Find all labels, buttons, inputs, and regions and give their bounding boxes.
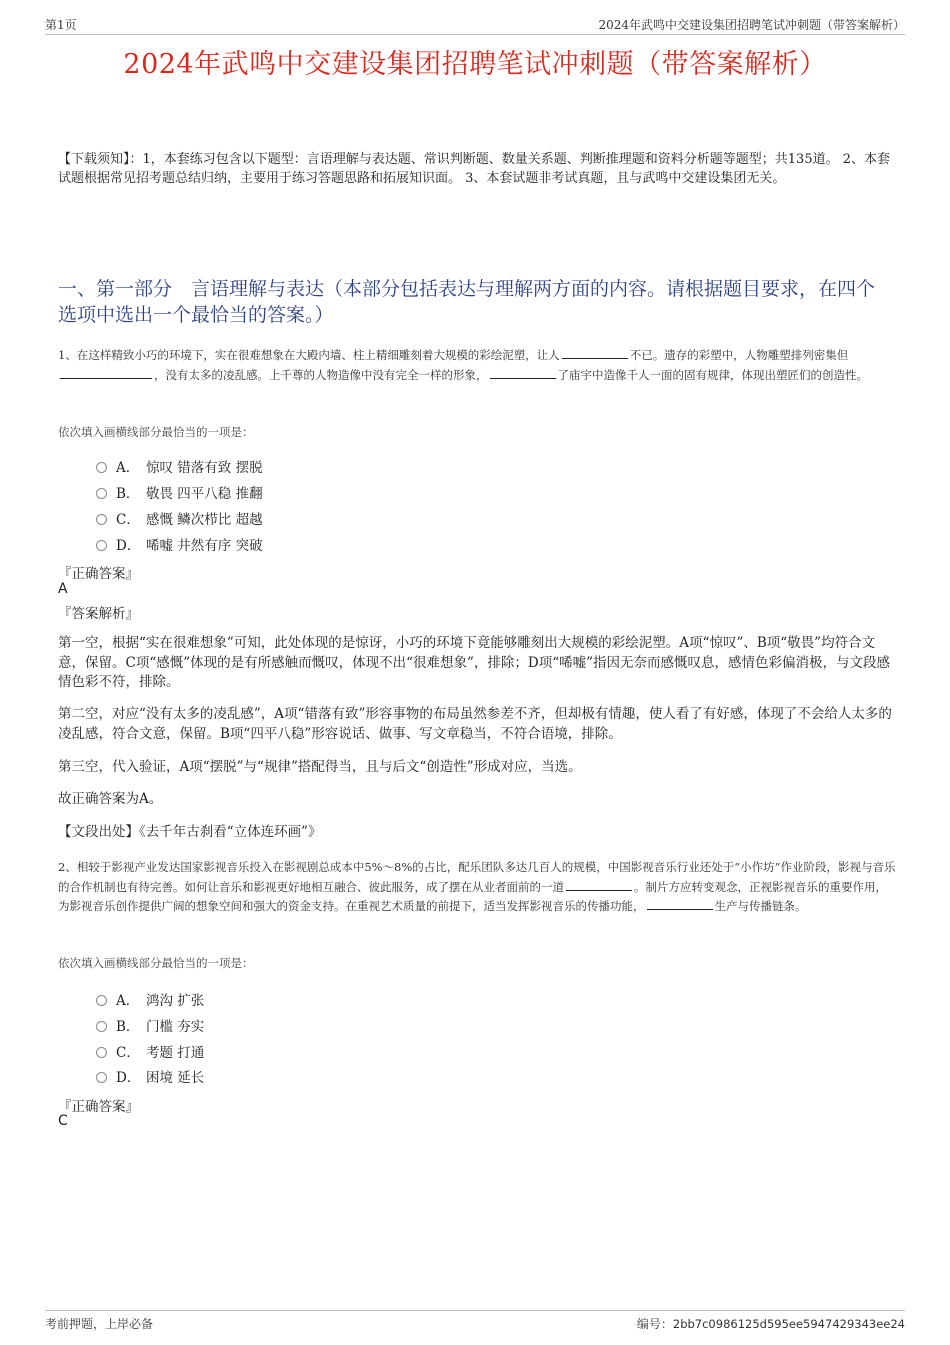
analysis-paragraph: 第三空，代入验证，A项“摆脱”与“规律”搭配得当，且与后文“创造性”形成对应，当选。 <box>58 759 582 775</box>
code-value: 2bb7c0986125d595ee5947429343ee24 <box>672 1317 905 1331</box>
correct-answer-value: C <box>58 1113 68 1129</box>
correct-answer-value: A <box>58 581 68 597</box>
q1-option-b[interactable] <box>96 482 263 502</box>
question-1-text <box>58 346 898 385</box>
fill-blank <box>60 366 152 379</box>
fill-blank <box>566 878 632 891</box>
option-text: 鸿沟 扩张 <box>146 993 205 1009</box>
correct-answer-label: 『正确答案』 <box>58 1099 139 1115</box>
option-letter: B． <box>116 486 140 502</box>
radio-button-icon[interactable] <box>96 995 107 1006</box>
q1-text-part: 了庙宇中造像千人一面的固有规律，体现出塑匠们的创造性。 <box>557 367 868 382</box>
radio-button-icon[interactable] <box>96 540 107 551</box>
option-letter: D． <box>116 1070 141 1086</box>
analysis-label: 『答案解析』 <box>58 606 139 622</box>
q1-option-a[interactable] <box>96 456 263 476</box>
question-2-prompt: 依次填入画横线部分最恰当的一项是： <box>58 956 254 970</box>
option-letter: D． <box>116 538 141 554</box>
code-label: 编号： <box>636 1317 673 1331</box>
option-text: 唏嘘 井然有序 突破 <box>146 538 263 554</box>
fill-blank <box>490 366 556 379</box>
question-2-text <box>58 858 898 917</box>
q1-text-part: ，没有太多的凌乱感。上千尊的人物造像中没有完全一样的形象， <box>154 367 488 382</box>
q1-option-c[interactable] <box>96 508 263 528</box>
radio-button-icon[interactable] <box>96 488 107 499</box>
q1-text-part: 1、在这样精致小巧的环境下，实在很难想象在大殿内墙、柱上精细雕刻着大规模的彩绘泥塑，让人 <box>58 348 560 362</box>
option-text: 考题 打通 <box>146 1045 205 1061</box>
question-1-prompt: 依次填入画横线部分最恰当的一项是： <box>58 425 254 439</box>
q2-text-part: 。制片方应转变观念，正视影视音乐的重要作用，为影视音乐创作提供广阔的想象空间和强大的资金支持。在重视艺术质量的前提下，适当发挥影视音乐的传播功能， <box>58 879 887 913</box>
analysis-paragraph: 第一空，根据“实在很难想象”可知，此处体现的是惊讶，小巧的环境下竟能够雕刻出大规模的彩绘泥塑。A项“惊叹”、B项“敬畏”均符合文意，保留。C项“感慨”体现的是有所感触而慨叹，体现不出“很难想象”，排除；D项“唏嘘”指因无奈而感慨叹息，感情色彩偏消极，与文段感情色彩不符，排除。 <box>58 635 891 690</box>
option-letter: A． <box>116 993 140 1009</box>
footer-slogan: 考前押题，上岸必备 <box>45 1317 154 1331</box>
q2-option-a[interactable] <box>96 989 204 1009</box>
download-notice: 【下载须知】：1，本套练习包含以下题型：言语理解与表达题、常识判断题、数量关系题、判断推理题和资料分析题等题型；共135道。 2、本套试题根据常见招考题总结归纳，主要用于练习答题思路和拓展知识面。 3、本套试题非考试真题，且与武鸣中交建设集团无关。 <box>58 152 890 186</box>
correct-answer-label: 『正确答案』 <box>58 566 139 582</box>
fill-blank <box>647 897 713 910</box>
page-number: 第1页 <box>45 18 77 32</box>
passage-source: 【文段出处】《去千年古刹看“立体连环画”》 <box>58 824 322 840</box>
radio-button-icon[interactable] <box>96 1021 107 1032</box>
option-text: 门槛 夯实 <box>146 1019 205 1035</box>
analysis-conclusion: 故正确答案为A。 <box>58 791 163 807</box>
radio-button-icon[interactable] <box>96 1072 107 1083</box>
option-letter: C． <box>116 1045 140 1061</box>
q2-option-b[interactable] <box>96 1015 204 1035</box>
analysis-paragraph: 第二空，对应“没有太多的凌乱感”，A项“错落有致”形容事物的布局虽然参差不齐，但却极有情趣，使人看了有好感，体现了不会给人太多的凌乱感，符合文意，保留。B项“四平八稳”形容说话、做事、写文章稳当，不符合语境，排除。 <box>58 706 892 742</box>
q2-text-part: 生产与传播链条。 <box>714 899 807 913</box>
option-text: 困境 延长 <box>146 1070 205 1086</box>
q1-option-d[interactable] <box>96 534 263 554</box>
option-letter: B． <box>116 1019 140 1035</box>
radio-button-icon[interactable] <box>96 1047 107 1058</box>
page-footer <box>45 1310 905 1334</box>
header-doc-title: 2024年武鸣中交建设集团招聘笔试冲刺题（带答案解析） <box>598 18 905 32</box>
radio-button-icon[interactable] <box>96 462 107 473</box>
page-header <box>45 14 905 35</box>
option-text: 感慨 鳞次栉比 超越 <box>146 512 263 528</box>
option-text: 敬畏 四平八稳 推翻 <box>146 486 263 502</box>
q2-option-c[interactable] <box>96 1041 204 1061</box>
option-letter: C． <box>116 512 140 528</box>
option-letter: A． <box>116 460 140 476</box>
q2-option-d[interactable] <box>96 1066 204 1086</box>
option-text: 惊叹 错落有致 摆脱 <box>146 460 263 476</box>
page-title: 2024年武鸣中交建设集团招聘笔试冲刺题（带答案解析） <box>123 49 827 80</box>
q2-text-part: 2、相较于影视产业发达国家影视音乐投入在影视剧总成本中5%～8%的占比，配乐团队多达几百人的规模，中国影视音乐行业还处于“小作坊”作业阶段，影视与音乐的合作机制也有待完善。如何让音乐和影视更好地相互融合、彼此服务，成了摆在从业者面前的一道 <box>58 860 896 894</box>
document-code <box>637 1315 905 1332</box>
fill-blank <box>562 346 628 359</box>
section-heading: 一、第一部分 言语理解与表达（本部分包括表达与理解两方面的内容。请根据题目要求，在四个选项中选出一个最恰当的答案。） <box>58 278 876 326</box>
q1-text-part: 不已。遗存的彩塑中，人物雕塑排列密集但 <box>629 348 849 362</box>
radio-button-icon[interactable] <box>96 514 107 525</box>
